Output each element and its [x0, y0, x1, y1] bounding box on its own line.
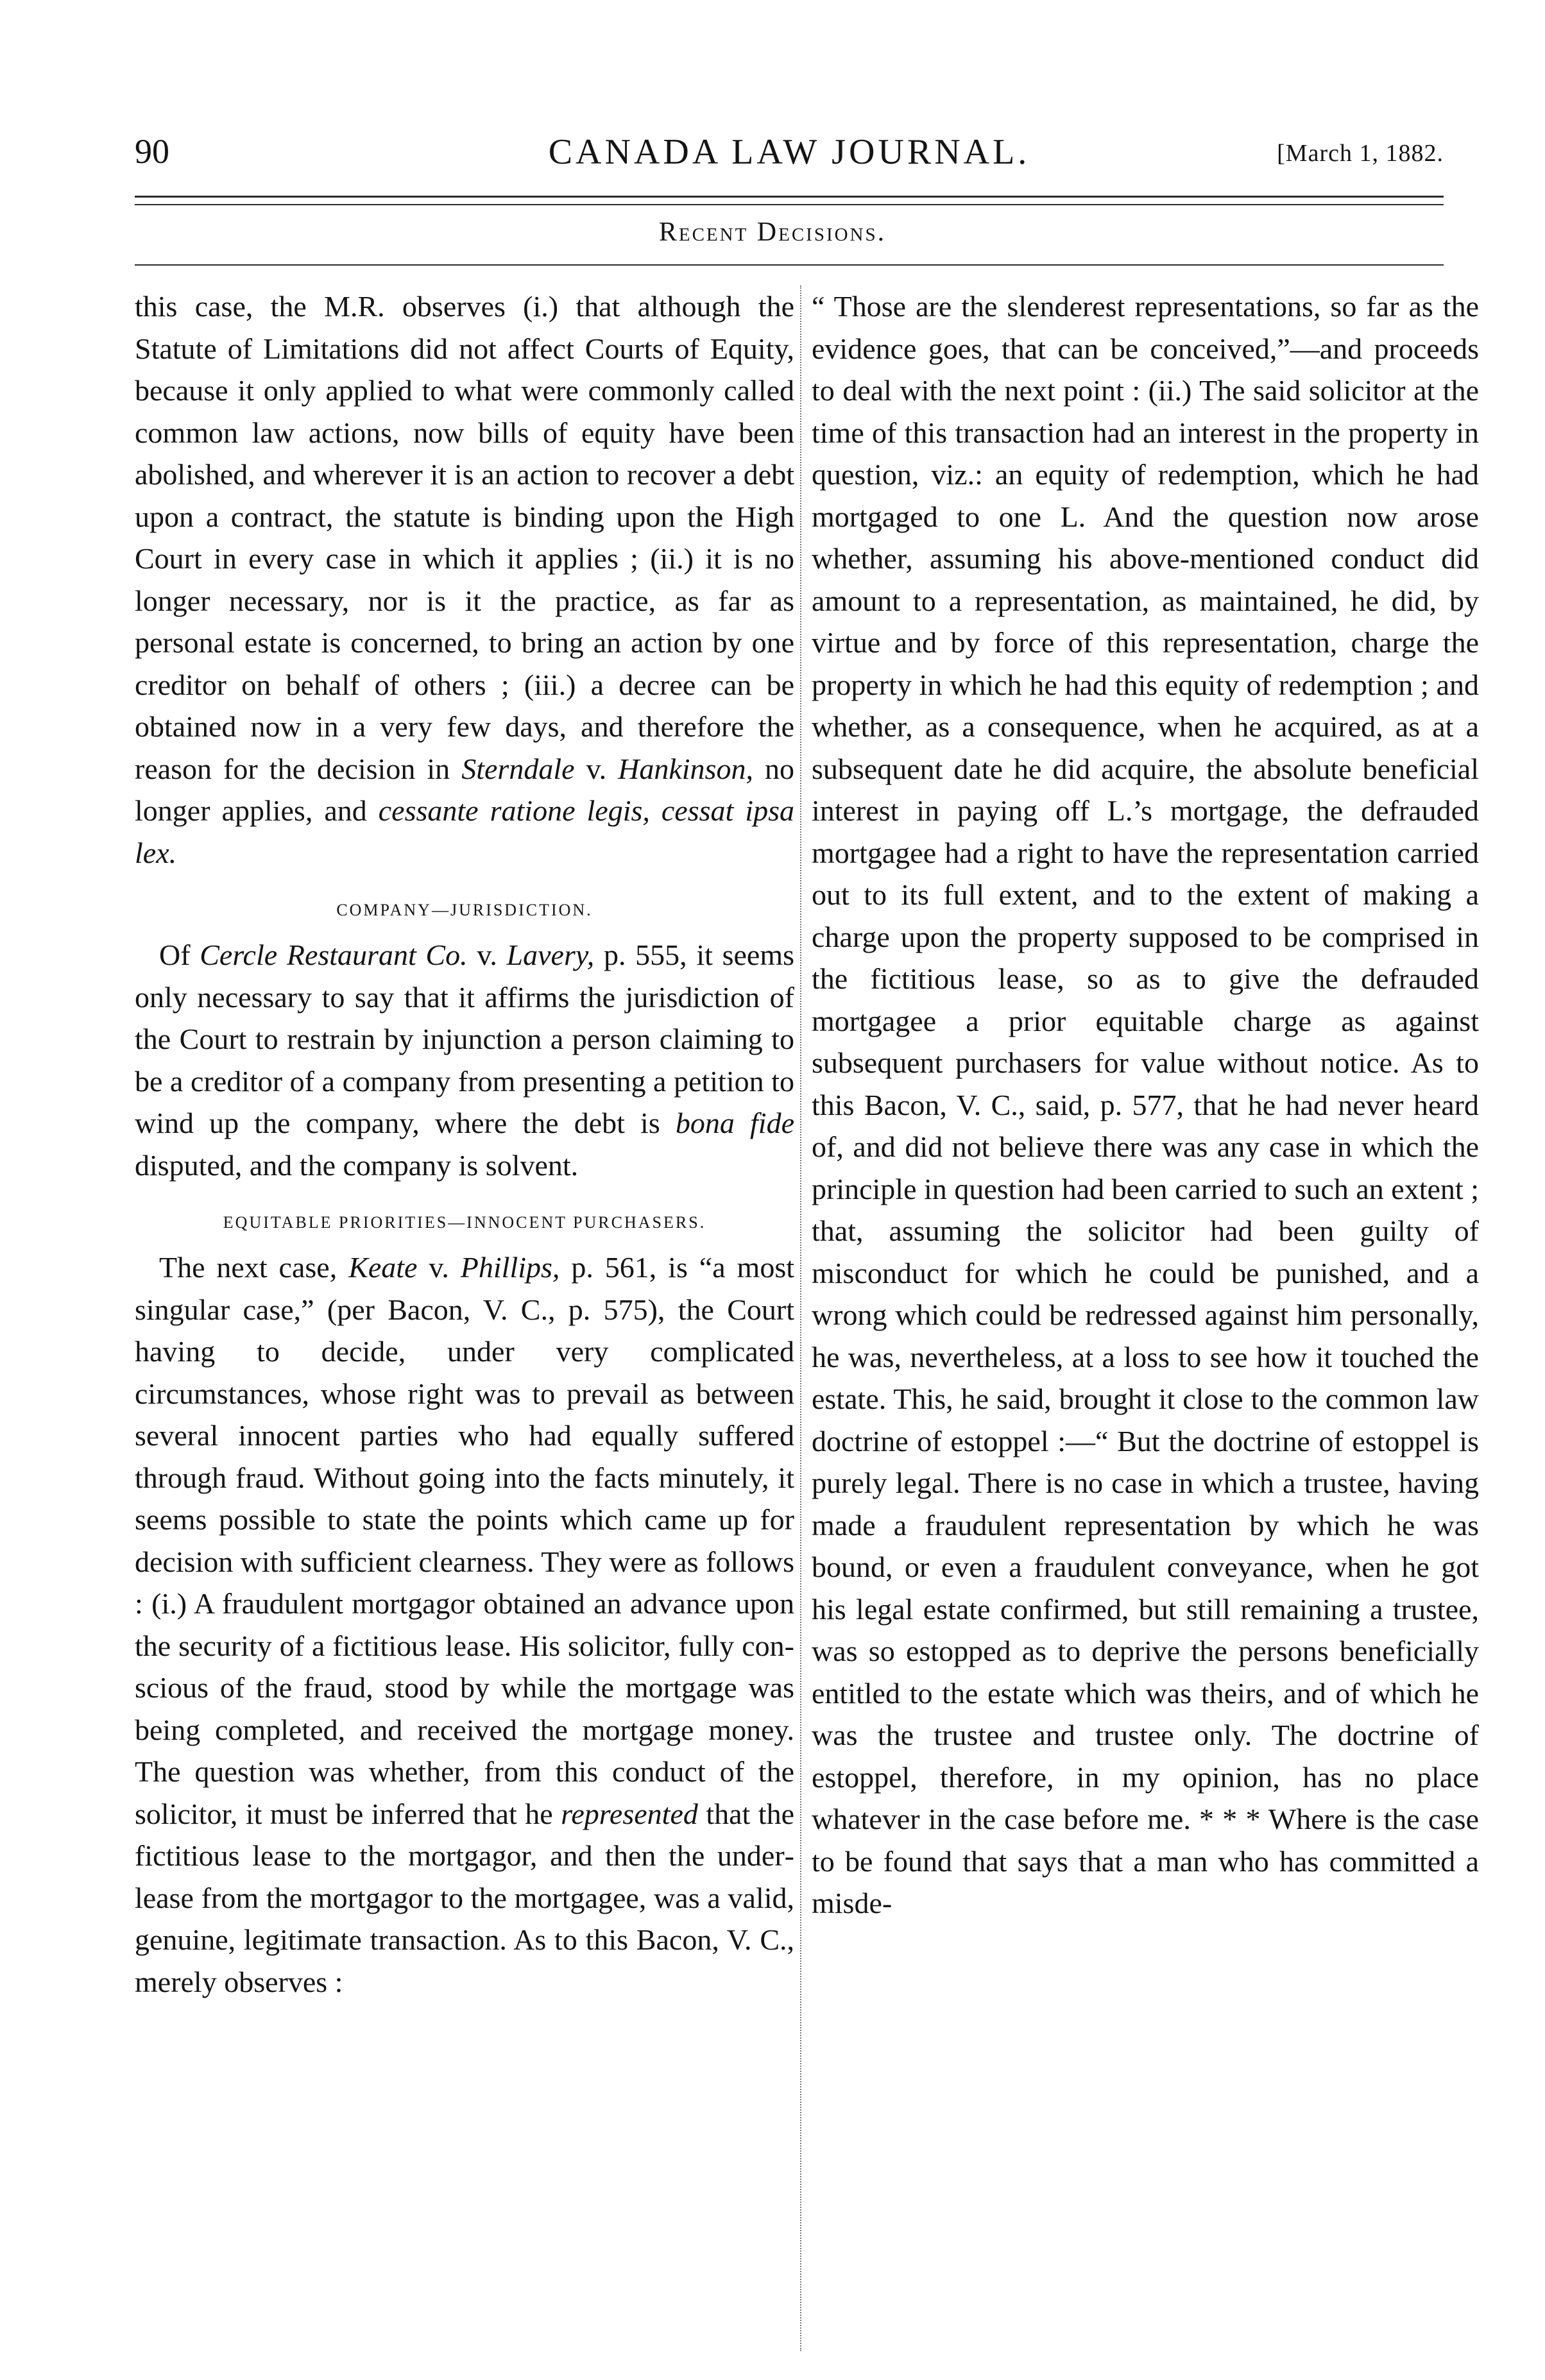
latin-phrase: bona fide	[675, 1107, 794, 1139]
case-name: Keate	[348, 1251, 418, 1284]
paragraph-keate-phillips: The next case, Keate v. Phillips, p. 561, is “a most singular case,” (per Bacon, V. C., p. 575), the Court having to decide, under very complicated circumstances, whose right was to prevail as between several innocent parties who had equally suffered through fraud. Without going into the facts minutely, it seems possible to state the points which came up for decision with sufficient clearness. They were as follows : (i.) A fraudulent mortgagor obtained an advance upon the security of a fictitious lease. His solicitor, fully conscious of the fraud, stood by while the mortgage was being completed, and received the mortgage money. The question was whether, from this conduct of the solicitor, it must be inferred that he represented that the fictitious lease to the mortgagor, and then the underlease from the mortgagor to the mortgagee, was a valid, genuine, legitimate transaction. As to this Bacon, V. C., merely observes :	[135, 1251, 795, 1998]
case-name: Lavery,	[506, 939, 595, 971]
paragraph-continued: “ Those are the slenderest representations, so far as the evidence goes, that can be conceived,”—and proceeds to deal with the next point : (ii.) The said solicitor at the time of this transaction had an interest in the property in question, viz.: an equity of redemption, which he had mortgaged to one L. And the question now arose whether, assuming his above-mentioned conduct did amount to a representation, as maintained, he did, by virtue and by force of this representation, charge the property in which he had this equity of redemption ; and whether, as a consequence, when he acquired, as at a subsequent date he did acquire, the absolute beneficial interest in paying off L.’s mortgage, the defrauded mortgagee had a right to have the representation carried out to its full extent, and to the extent of making a charge upon the property supposed to be comprised in the fictitious lease, so as to give the defrauded mortgagee a prior equitable charge as against subsequent purchasers for value without notice. As to this Bacon, V. C., said, p. 577, that he had never heard of, and did not believe there was any case in which the principle in question had been carried to such an extent ; that, assuming the solicitor had been guilty of misconduct for which he could be punished, and a wrong which could be redressed against him personally, he was, nevertheless, at a loss to see how it touched the estate. This, he said, brought it close to the common law doctrine of estoppel :—“ But the doctrine of estoppel is purely legal. There is no case in which a trustee, having made a fraudulent representation by which he was bound, or even a fraudulent conveyance, when he got his legal estate confirmed, but still remaining a trustee, was so estopped as to deprive the persons beneficially entitled to the estate which was theirs, and of which he was the trustee and trustee only. The doctrine of estoppel, therefore, in my opinion, has no place whatever in the case before me. * * * Where is the case to be found that says that a man who has committed a misde-	[812, 290, 1479, 1919]
paragraph-cercle-restaurant: Of Cercle Restaurant Co. v. Lavery, p. 555, it seems only necessary to say that it affirms the jurisdiction of the Court to restrain by injunction a person claiming to be a creditor of a company from presenting a petition to wind up the company, where the debt is bona fide disputed, and the company is solvent.	[135, 939, 795, 1182]
running-title: CANADA LAW JOURNAL.	[548, 132, 1030, 172]
page-number: 90	[135, 132, 169, 171]
section-rule	[135, 264, 1444, 266]
case-name: Phillips,	[460, 1251, 560, 1284]
case-name: Sterndale	[461, 752, 575, 785]
section-title: Recent Decisions.	[658, 217, 887, 247]
issue-date: [March 1, 1882.	[1277, 140, 1444, 167]
subheading-company-jurisdiction: COMPANY—JURISDICTION.	[336, 901, 593, 919]
page-header	[135, 132, 1444, 189]
case-name: Cercle Restaurant Co.	[200, 939, 468, 971]
latin-maxim: cessante ratione legis, cessat ipsa lex.	[135, 794, 794, 869]
header-double-rule	[135, 196, 1444, 205]
subheading-equitable-priorities: EQUITABLE PRIORITIES—INNOCENT PURCHASERS.	[223, 1213, 706, 1232]
paragraph-limitations: this case, the M.R. observes (i.) that although the Statute of Limitations did not affect Courts of Equity, because it only applied to what were commonly called common law actions, now bills of equity have been abolished, and wherever it is an action to recover a debt upon a contract, the statute is binding upon the High Court in every case in which it applies ; (ii.) it is no longer necessary, nor is it the practice, as far as personal estate is concerned, to bring an action by one creditor on behalf of others ; (iii.) a decree can be obtained now in a very few days, and therefore the reason for the decision in Sterndale v. Hankinson, no longer applies, and cessante ratione legis, cessat ipsa lex.	[135, 290, 795, 869]
case-name: Hankinson,	[618, 752, 753, 785]
emphasis: represented	[561, 1797, 698, 1830]
right-column	[812, 285, 1479, 2367]
left-column	[135, 285, 794, 2367]
column-divider	[800, 285, 801, 2351]
